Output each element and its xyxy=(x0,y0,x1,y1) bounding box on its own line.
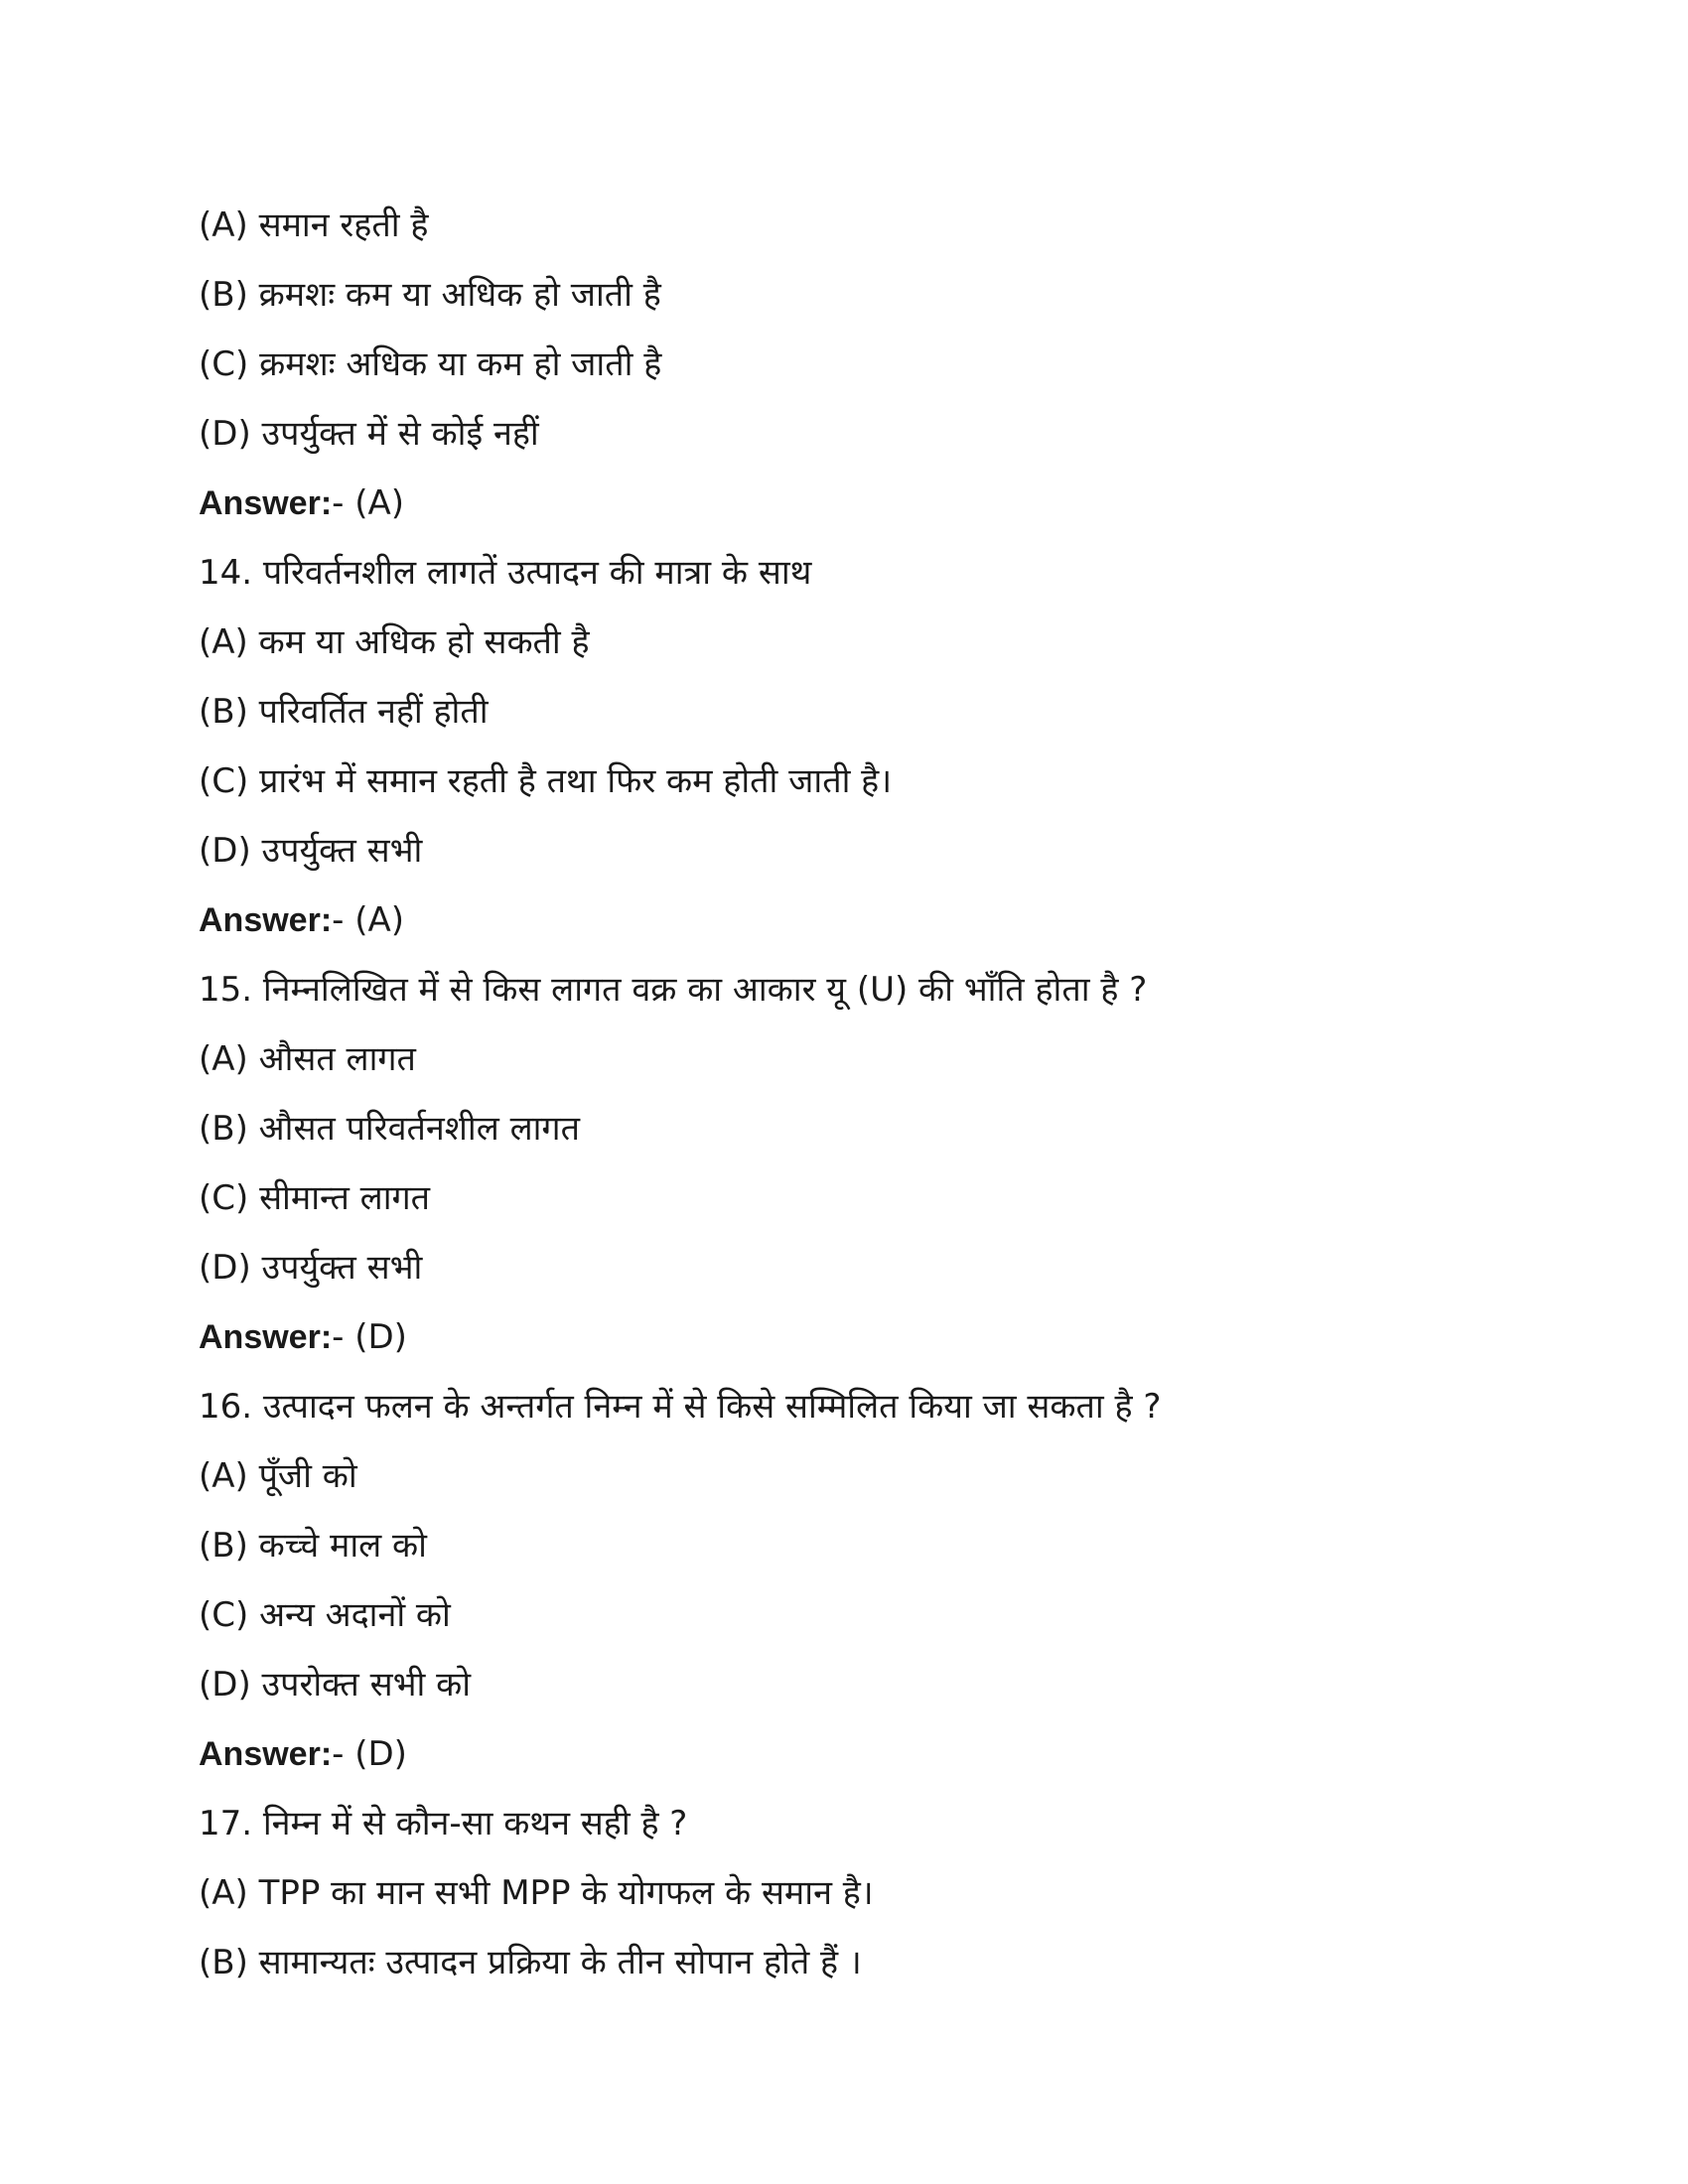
question-text: 14. परिवर्तनशील लागतें उत्पादन की मात्रा के साथ xyxy=(199,553,812,593)
question-text: 15. निम्नलिखित में से किस लागत वक्र का आकार यू (U) की भाँति होता है ? xyxy=(199,970,1148,1010)
answer-label: Answer: xyxy=(199,484,333,522)
option-c: (C) अन्य अदानों को xyxy=(199,1595,451,1635)
option-b: (B) क्रमशः कम या अधिक हो जाती है xyxy=(199,275,661,315)
question-text: 17. निम्न में से कौन-सा कथन सही है ? xyxy=(199,1804,688,1843)
answer-value: - (D) xyxy=(332,1734,407,1774)
option-a: (A) समान रहती है xyxy=(199,205,429,245)
answer-line xyxy=(199,1719,1489,1789)
option-a: (A) TPP का मान सभी MPP के योगफल के समान है। xyxy=(199,1873,874,1913)
option-d: (D) उपर्युक्त सभी xyxy=(199,1248,423,1288)
answer-value: - (A) xyxy=(332,900,405,940)
option-d: (D) उपर्युक्त सभी xyxy=(199,831,423,871)
answer-value: - (A) xyxy=(332,483,405,523)
option-b: (B) औसत परिवर्तनशील लागत xyxy=(199,1109,580,1149)
answer-label: Answer: xyxy=(199,1735,333,1773)
option-b: (B) परिवर्तित नहीं होती xyxy=(199,692,489,732)
answer-line xyxy=(199,469,1489,538)
answer-label: Answer: xyxy=(199,1318,333,1356)
option-d: (D) उपर्युक्त में से कोई नहीं xyxy=(199,414,539,454)
option-c: (C) सीमान्त लागत xyxy=(199,1178,431,1218)
option-d: (D) उपरोक्त सभी को xyxy=(199,1665,472,1705)
answer-value: - (D) xyxy=(332,1317,407,1357)
question-list xyxy=(199,191,1489,1997)
option-c: (C) क्रमशः अधिक या कम हो जाती है xyxy=(199,344,662,384)
answer-line xyxy=(199,886,1489,955)
option-a: (A) कम या अधिक हो सकती है xyxy=(199,622,590,662)
option-c: (C) प्रारंभ में समान रहती है तथा फिर कम होती जाती है। xyxy=(199,761,893,801)
option-a: (A) औसत लागत xyxy=(199,1039,416,1079)
option-a: (A) पूँजी को xyxy=(199,1456,357,1496)
answer-label: Answer: xyxy=(199,901,333,939)
answer-line xyxy=(199,1302,1489,1372)
question-text: 16. उत्पादन फलन के अन्तर्गत निम्न में से किसे सम्मिलित किया जा सकता है ? xyxy=(199,1387,1162,1427)
option-b: (B) सामान्यतः उत्पादन प्रक्रिया के तीन सोपान होते हैं । xyxy=(199,1943,862,1982)
option-b: (B) कच्चे माल को xyxy=(199,1526,427,1566)
